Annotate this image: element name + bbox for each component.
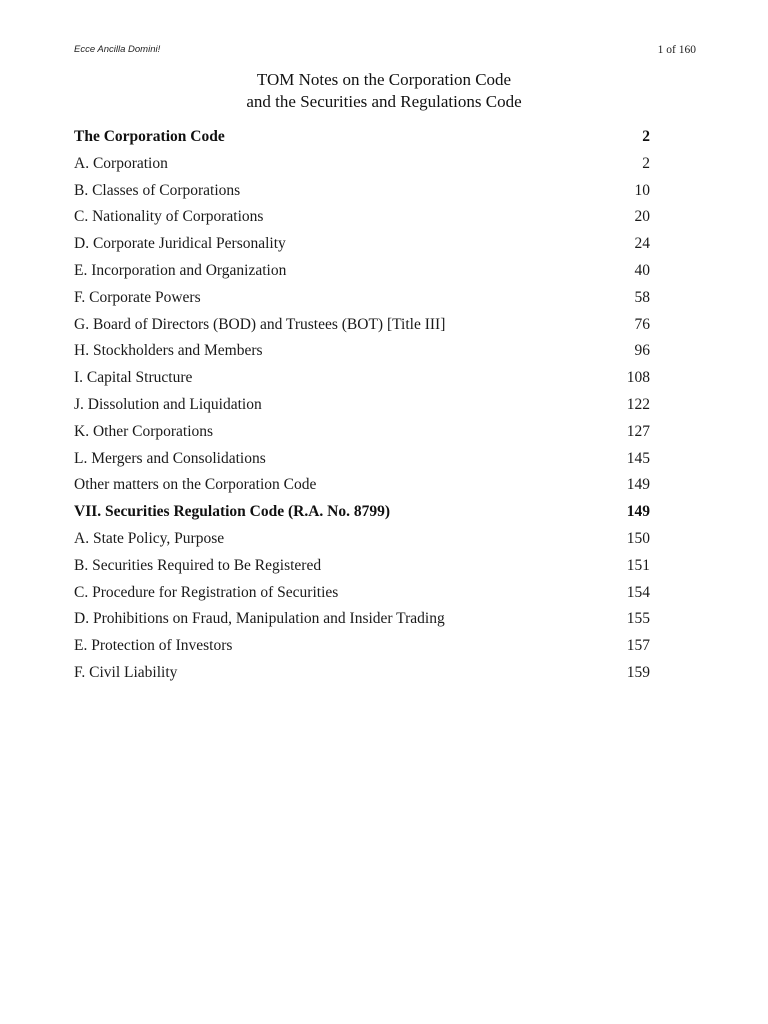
- toc-entry-page-number: 150: [626, 529, 650, 547]
- toc-entry-page-number: 122: [626, 395, 650, 413]
- toc-entry-label: B. Classes of Corporations: [74, 181, 241, 199]
- toc-entry-label: C. Nationality of Corporations: [74, 208, 264, 226]
- toc-entry[interactable]: [74, 553, 650, 580]
- toc-entry[interactable]: [74, 660, 650, 687]
- toc-entry[interactable]: [74, 419, 650, 446]
- toc-entry-label: D. Prohibitions on Fraud, Manipulation and Insider Trading: [74, 610, 445, 628]
- toc-section-heading[interactable]: [74, 124, 650, 151]
- toc-entry-label: A. Corporation: [74, 154, 168, 172]
- toc-entry[interactable]: [74, 606, 650, 633]
- toc-section-heading[interactable]: [74, 499, 650, 526]
- toc-entry-page-number: 96: [634, 342, 650, 360]
- toc-entry[interactable]: [74, 526, 650, 553]
- toc-entry[interactable]: [74, 231, 650, 258]
- toc-entry[interactable]: [74, 580, 650, 607]
- toc-entry-label: J. Dissolution and Liquidation: [74, 395, 262, 413]
- toc-entry-label: F. Civil Liability: [74, 663, 178, 681]
- toc-entry[interactable]: [74, 338, 650, 365]
- toc-entry[interactable]: [74, 204, 650, 231]
- table-of-contents: [74, 124, 650, 687]
- toc-entry-page-number: 159: [626, 663, 650, 681]
- toc-entry-label: A. State Policy, Purpose: [74, 529, 225, 547]
- toc-entry-label: Other matters on the Corporation Code: [74, 476, 317, 494]
- toc-entry[interactable]: [74, 178, 650, 205]
- toc-entry[interactable]: [74, 472, 650, 499]
- toc-entry-page-number: 2: [642, 154, 650, 172]
- title-line-2: and the Securities and Regulations Code: [246, 92, 522, 111]
- toc-entry-page-number: 24: [634, 235, 650, 253]
- toc-entry[interactable]: [74, 633, 650, 660]
- title-line-1: TOM Notes on the Corporation Code: [256, 70, 512, 89]
- toc-entry[interactable]: [74, 392, 650, 419]
- running-header: [74, 44, 696, 60]
- toc-entry-label: D. Corporate Juridical Personality: [74, 235, 286, 253]
- toc-entry-label: VII. Securities Regulation Code (R.A. No. 8799): [74, 503, 391, 521]
- toc-entry-page-number: 157: [626, 637, 650, 655]
- toc-entry-page-number: 20: [634, 208, 650, 226]
- toc-entry-page-number: 76: [634, 315, 650, 333]
- toc-entry[interactable]: [74, 312, 650, 339]
- toc-entry-page-number: 58: [634, 288, 650, 306]
- toc-entry-label: B. Securities Required to Be Registered: [74, 556, 322, 574]
- toc-entry-label: The Corporation Code: [74, 128, 225, 145]
- toc-entry[interactable]: [74, 446, 650, 473]
- toc-entry-label: K. Other Corporations: [74, 422, 214, 440]
- toc-entry-page-number: 149: [626, 476, 650, 494]
- toc-entry-label: C. Procedure for Registration of Securities: [74, 583, 339, 601]
- toc-entry-page-number: 2: [642, 128, 650, 145]
- page-counter: 1 of 160: [657, 44, 696, 56]
- toc-entry-page-number: 151: [626, 556, 650, 574]
- toc-entry-page-number: 154: [626, 583, 650, 601]
- toc-entry[interactable]: [74, 365, 650, 392]
- toc-entry-label: H. Stockholders and Members: [74, 342, 263, 360]
- document-title: [0, 69, 768, 113]
- toc-entry-label: G. Board of Directors (BOD) and Trustees (BOT) [Title III]: [74, 315, 446, 333]
- toc-entry-label: I. Capital Structure: [74, 369, 193, 387]
- toc-entry-label: F. Corporate Powers: [74, 288, 201, 306]
- toc-entry-page-number: 127: [626, 422, 650, 440]
- toc-entry-label: E. Protection of Investors: [74, 637, 233, 655]
- toc-entry-page-number: 149: [626, 503, 650, 521]
- toc-entry-label: L. Mergers and Consolidations: [74, 449, 266, 467]
- toc-entry-page-number: 10: [634, 181, 650, 199]
- toc-entry[interactable]: [74, 151, 650, 178]
- toc-entry-page-number: 108: [626, 369, 650, 387]
- toc-entry-label: E. Incorporation and Organization: [74, 261, 287, 279]
- toc-entry[interactable]: [74, 285, 650, 312]
- toc-entry-page-number: 40: [634, 261, 650, 279]
- header-motto: Ecce Ancilla Domini!: [74, 44, 161, 55]
- toc-entry-page-number: 145: [626, 449, 650, 467]
- toc-entry[interactable]: [74, 258, 650, 285]
- toc-entry-page-number: 155: [626, 610, 650, 628]
